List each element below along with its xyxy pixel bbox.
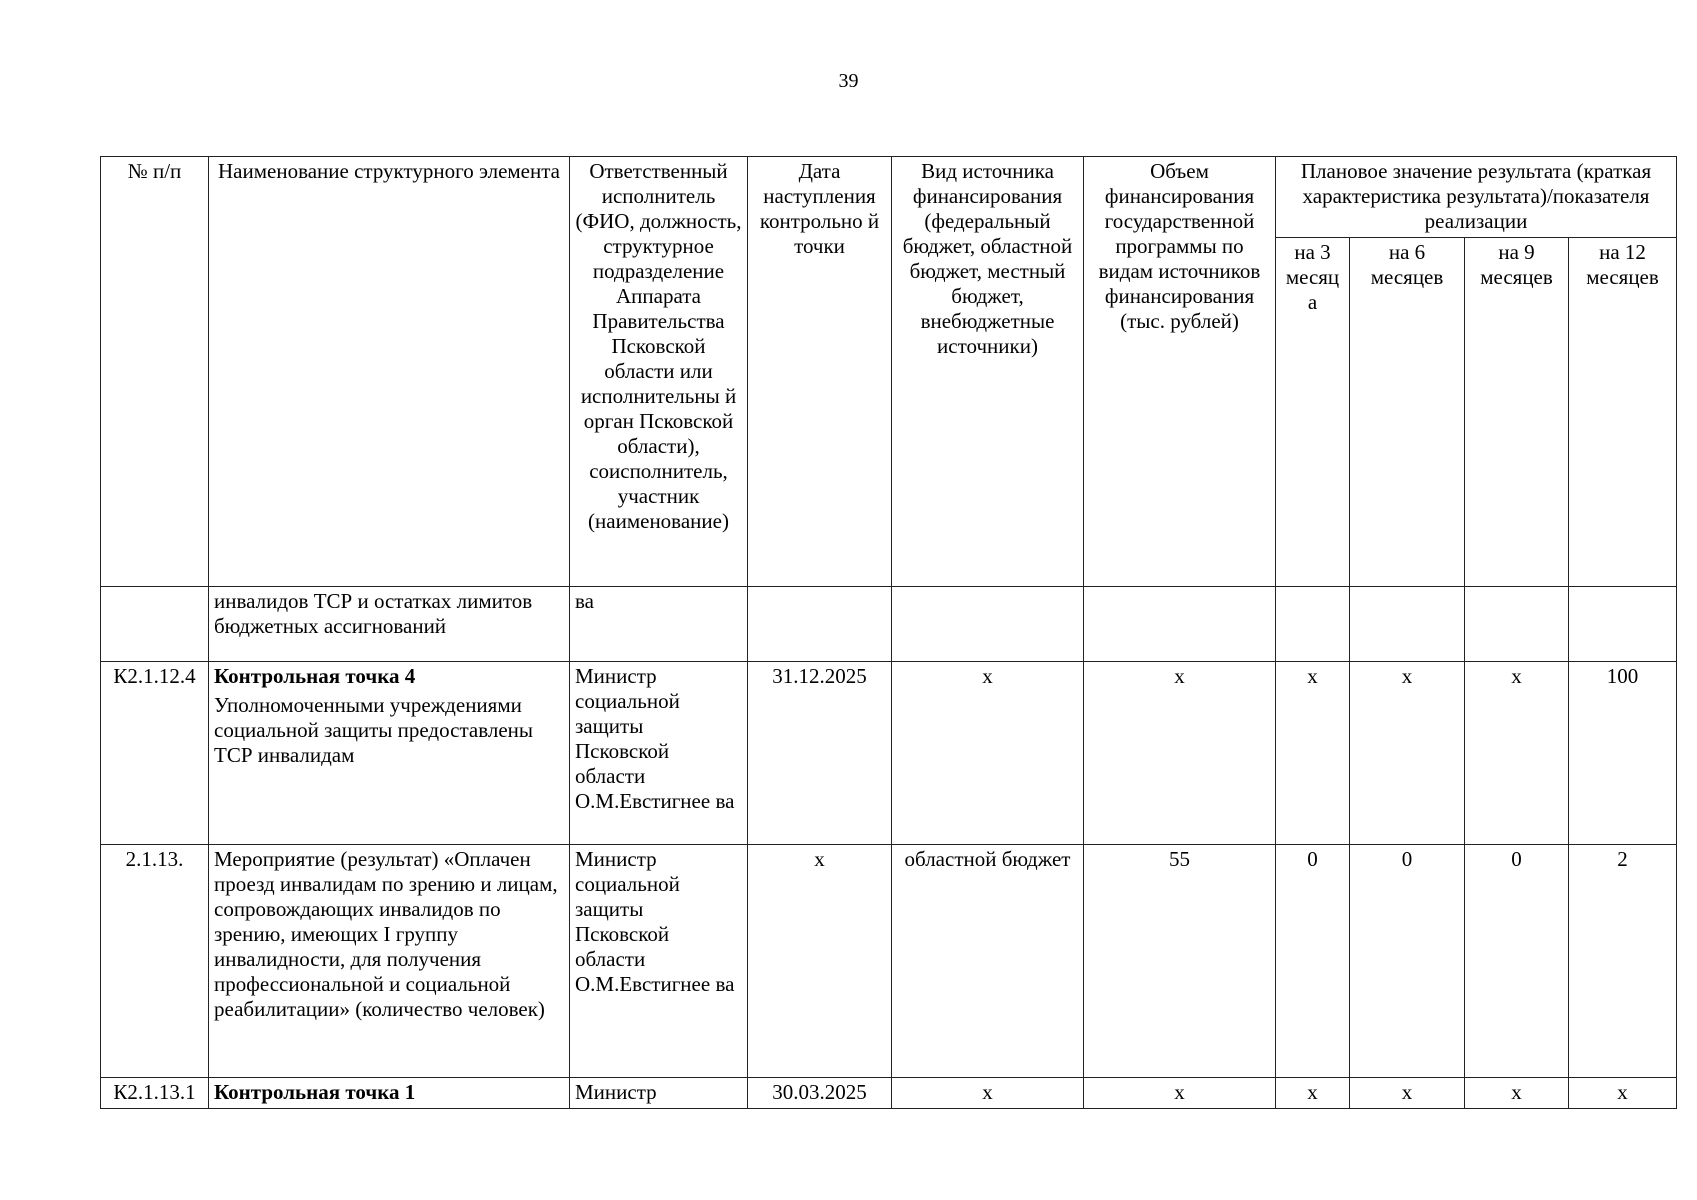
row-num bbox=[101, 587, 209, 662]
row-name-text: Мероприятие (результат) «Оплачен проезд инвалидам по зрению и лицам, сопровождающих инвалидов по зрению, имеющих I группу инвалидности, для получения профессиональной и социальной реабилитации» (количество человек) bbox=[214, 847, 558, 1021]
plan-table bbox=[100, 156, 1677, 1109]
row-m12: х bbox=[1569, 1078, 1677, 1109]
table-row bbox=[101, 845, 1677, 1078]
row-title: Контрольная точка 4 bbox=[214, 664, 416, 688]
row-num: К2.1.13.1 bbox=[101, 1078, 209, 1109]
row-m3: 0 bbox=[1276, 845, 1350, 1078]
table-row bbox=[101, 1078, 1677, 1109]
row-volume: х bbox=[1084, 1078, 1276, 1109]
header-num: № п/п bbox=[101, 157, 209, 587]
row-volume bbox=[1084, 587, 1276, 662]
page-number: 39 bbox=[838, 70, 859, 92]
row-responsible: Министр социальной защиты Псковской области О.М.Евстигнее ва bbox=[570, 845, 748, 1078]
row-name bbox=[209, 662, 570, 845]
header-name: Наименование структурного элемента bbox=[209, 157, 570, 587]
row-title: Контрольная точка 1 bbox=[214, 1080, 416, 1104]
row-m9: х bbox=[1465, 1078, 1569, 1109]
row-source: х bbox=[892, 662, 1084, 845]
header-planned: Плановое значение результата (краткая характеристика результата)/показателя реализации bbox=[1276, 157, 1677, 238]
row-date: 31.12.2025 bbox=[748, 662, 892, 845]
row-m6: 0 bbox=[1350, 845, 1465, 1078]
row-m12: 100 bbox=[1569, 662, 1677, 845]
header-source: Вид источника финансирования (федеральный бюджет, областной бюджет, местный бюджет, внебюджетные источники) bbox=[892, 157, 1084, 587]
row-responsible: ва bbox=[570, 587, 748, 662]
row-m9 bbox=[1465, 587, 1569, 662]
row-name bbox=[209, 845, 570, 1078]
row-source bbox=[892, 587, 1084, 662]
row-date: 30.03.2025 bbox=[748, 1078, 892, 1109]
header-date: Дата наступления контрольно й точки bbox=[748, 157, 892, 587]
row-volume: х bbox=[1084, 662, 1276, 845]
row-responsible: Министр bbox=[570, 1078, 748, 1109]
row-date: х bbox=[748, 845, 892, 1078]
row-name-text: инвалидов ТСР и остатках лимитов бюджетных ассигнований bbox=[214, 589, 533, 638]
row-m9: 0 bbox=[1465, 845, 1569, 1078]
row-m6: х bbox=[1350, 662, 1465, 845]
header-m9: на 9 месяцев bbox=[1465, 238, 1569, 587]
row-m12: 2 bbox=[1569, 845, 1677, 1078]
row-responsible: Министр социальной защиты Псковской области О.М.Евстигнее ва bbox=[570, 662, 748, 845]
row-num: К2.1.12.4 bbox=[101, 662, 209, 845]
row-source: х bbox=[892, 1078, 1084, 1109]
table-row bbox=[101, 587, 1677, 662]
row-name-text: Уполномоченными учреждениями социальной защиты предоставлены ТСР инвалидам bbox=[214, 693, 533, 767]
row-num: 2.1.13. bbox=[101, 845, 209, 1078]
row-date bbox=[748, 587, 892, 662]
table-row bbox=[101, 662, 1677, 845]
row-m12 bbox=[1569, 587, 1677, 662]
row-m3: х bbox=[1276, 1078, 1350, 1109]
header-m12: на 12 месяцев bbox=[1569, 238, 1677, 587]
row-m6: х bbox=[1350, 1078, 1465, 1109]
row-m3 bbox=[1276, 587, 1350, 662]
header-row bbox=[101, 157, 1677, 238]
row-name bbox=[209, 587, 570, 662]
row-m6 bbox=[1350, 587, 1465, 662]
row-m9: х bbox=[1465, 662, 1569, 845]
row-m3: х bbox=[1276, 662, 1350, 845]
row-source: областной бюджет bbox=[892, 845, 1084, 1078]
header-volume: Объем финансирования государственной программы по видам источников финансирования (тыс. рублей) bbox=[1084, 157, 1276, 587]
row-name bbox=[209, 1078, 570, 1109]
row-volume: 55 bbox=[1084, 845, 1276, 1078]
header-m3: на 3 месяц а bbox=[1276, 238, 1350, 587]
header-m6: на 6 месяцев bbox=[1350, 238, 1465, 587]
header-responsible: Ответственный исполнитель (ФИО, должность, структурное подразделение Аппарата Правительства Псковской области или исполнительны й орган Псковской области), соисполнитель, участник (наименование) bbox=[570, 157, 748, 587]
